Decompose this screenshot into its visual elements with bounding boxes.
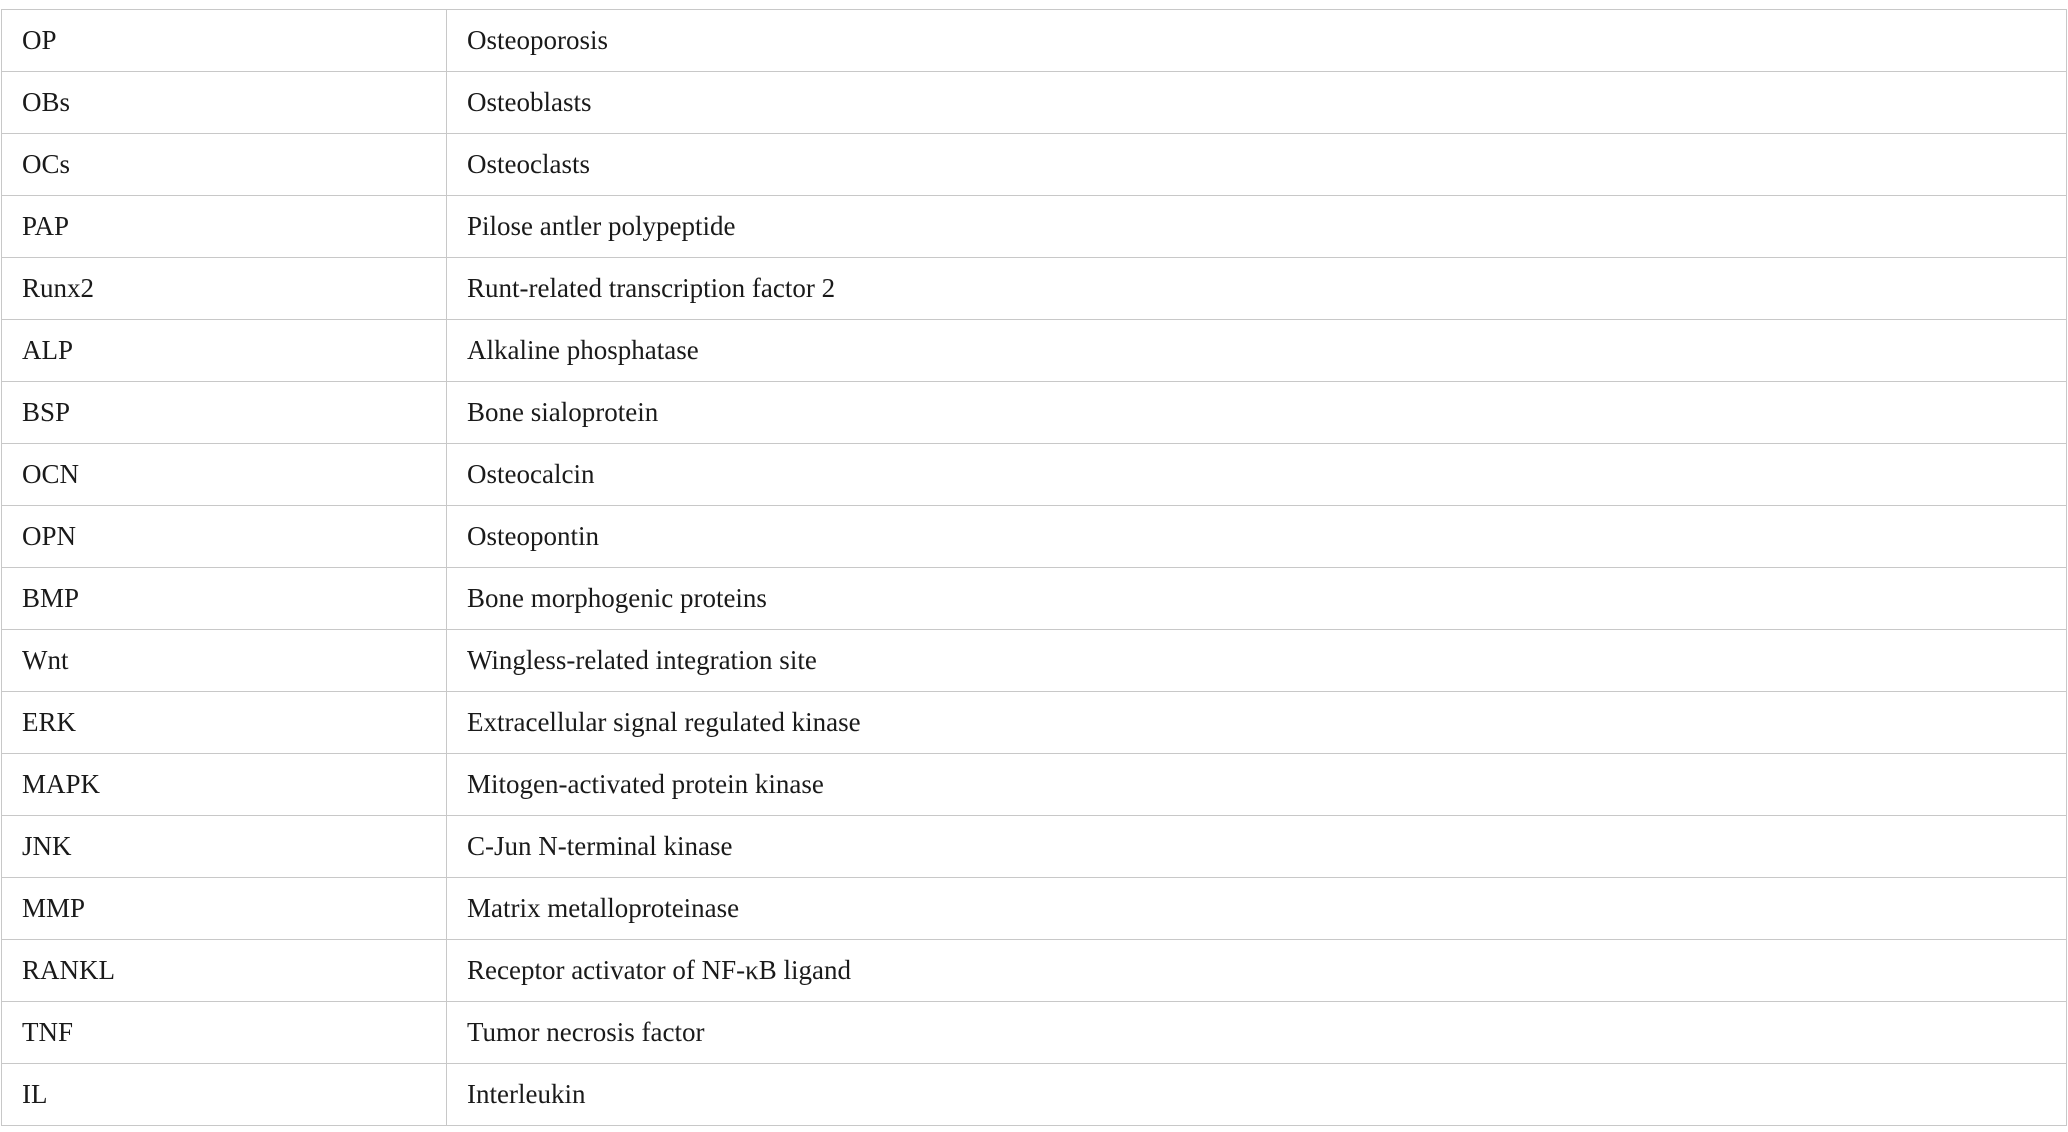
table-row xyxy=(2,10,2067,72)
table-row xyxy=(2,692,2067,754)
abbreviation-cell: Wnt xyxy=(2,630,447,692)
table-row xyxy=(2,258,2067,320)
abbreviation-cell: BMP xyxy=(2,568,447,630)
definition-cell: Receptor activator of NF-κB ligand xyxy=(447,940,2067,1002)
abbreviation-cell: OPN xyxy=(2,506,447,568)
definition-cell: Runt-related transcription factor 2 xyxy=(447,258,2067,320)
definition-cell: Osteoblasts xyxy=(447,72,2067,134)
definition-cell: C-Jun N-terminal kinase xyxy=(447,816,2067,878)
abbreviation-cell: IL xyxy=(2,1064,447,1126)
table-row xyxy=(2,444,2067,506)
table-row xyxy=(2,1002,2067,1064)
table-row xyxy=(2,134,2067,196)
abbreviations-table-container xyxy=(1,9,2066,1126)
definition-cell: Pilose antler polypeptide xyxy=(447,196,2067,258)
table-row xyxy=(2,382,2067,444)
definition-cell: Interleukin xyxy=(447,1064,2067,1126)
table-row xyxy=(2,506,2067,568)
abbreviation-cell: TNF xyxy=(2,1002,447,1064)
table-row xyxy=(2,72,2067,134)
table-row xyxy=(2,196,2067,258)
table-row xyxy=(2,940,2067,1002)
abbreviation-cell: OBs xyxy=(2,72,447,134)
abbreviation-cell: Runx2 xyxy=(2,258,447,320)
definition-cell: Osteocalcin xyxy=(447,444,2067,506)
abbreviation-cell: RANKL xyxy=(2,940,447,1002)
abbreviation-cell: OP xyxy=(2,10,447,72)
abbreviations-table xyxy=(1,9,2067,1126)
abbreviation-cell: OCN xyxy=(2,444,447,506)
definition-cell: Extracellular signal regulated kinase xyxy=(447,692,2067,754)
definition-cell: Osteopontin xyxy=(447,506,2067,568)
definition-cell: Mitogen-activated protein kinase xyxy=(447,754,2067,816)
abbreviation-cell: ALP xyxy=(2,320,447,382)
table-row xyxy=(2,320,2067,382)
abbreviation-cell: OCs xyxy=(2,134,447,196)
table-row xyxy=(2,1064,2067,1126)
table-row xyxy=(2,568,2067,630)
abbreviation-cell: ERK xyxy=(2,692,447,754)
abbreviation-cell: MMP xyxy=(2,878,447,940)
table-row xyxy=(2,754,2067,816)
abbreviation-cell: JNK xyxy=(2,816,447,878)
definition-cell: Osteoclasts xyxy=(447,134,2067,196)
definition-cell: Alkaline phosphatase xyxy=(447,320,2067,382)
table-row xyxy=(2,878,2067,940)
definition-cell: Osteoporosis xyxy=(447,10,2067,72)
table-row xyxy=(2,630,2067,692)
abbreviation-cell: MAPK xyxy=(2,754,447,816)
definition-cell: Wingless-related integration site xyxy=(447,630,2067,692)
abbreviation-cell: PAP xyxy=(2,196,447,258)
abbreviation-cell: BSP xyxy=(2,382,447,444)
table-row xyxy=(2,816,2067,878)
definition-cell: Bone morphogenic proteins xyxy=(447,568,2067,630)
definition-cell: Matrix metalloproteinase xyxy=(447,878,2067,940)
definition-cell: Tumor necrosis factor xyxy=(447,1002,2067,1064)
definition-cell: Bone sialoprotein xyxy=(447,382,2067,444)
